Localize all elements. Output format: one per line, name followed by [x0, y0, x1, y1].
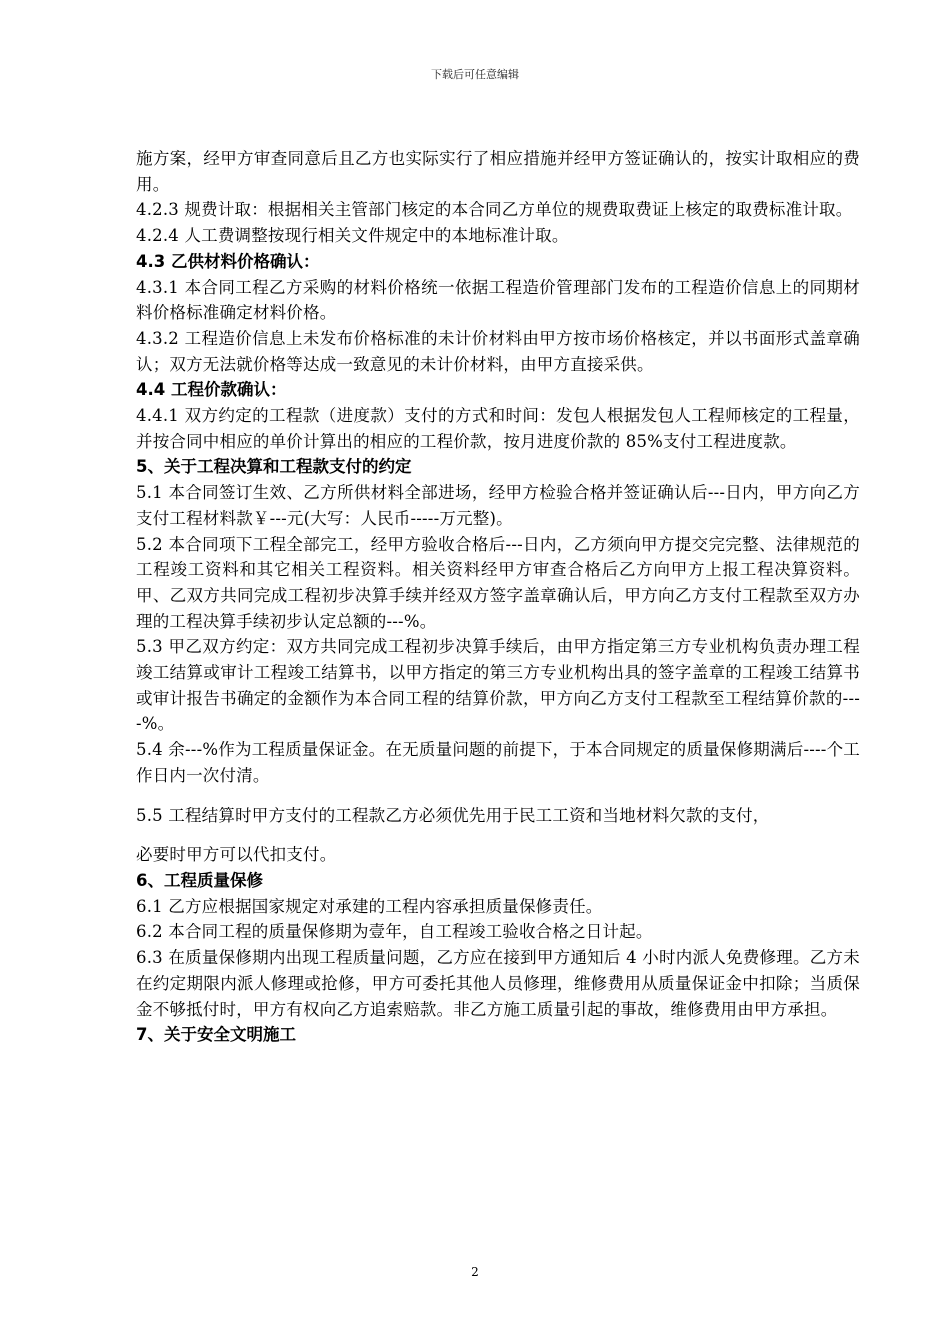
paragraph: 施方案，经甲方审查同意后且乙方也实际实行了相应措施并经甲方签证确认的，按实计取相应的费用。	[136, 149, 860, 194]
paragraph-4-2-4: 4.2.4 人工费调整按现行相关文件规定中的本地标准计取。	[136, 226, 569, 246]
paragraph-4-2-3: 4.2.3 规费计取：根据相关主管部门核定的本合同乙方单位的规费取费证上核定的取费标准计取。	[136, 200, 853, 220]
heading-5: 5、关于工程决算和工程款支付的约定	[136, 457, 412, 477]
paragraph-4-3-2: 4.3.2 工程造价信息上未发布价格标准的未计价材料由甲方按市场价格核定，并以书面形式盖章确认；双方无法就价格等达成一致意见的未计价材料，由甲方直接采供。	[136, 328, 860, 374]
paragraph-4-4-1: 4.4.1 双方约定的工程款（进度款）支付的方式和时间：发包人根据发包人工程师核定的工程量，并按合同中相应的单价计算出的相应的工程价款，按月进度价款的 85%支付工程进度款。	[136, 406, 860, 451]
page-number: 2	[471, 1265, 479, 1279]
page-header: 下载后可任意编辑	[431, 68, 519, 81]
paragraph-5-2: 5.2 本合同项下工程全部完工，经甲方验收合格后---日内，乙方须向甲方提交完完整、法律规范的工程竣工资料和其它相关工程资料。相关资料经甲方审查合格后乙方向甲方上报工程决算资料。甲、乙双方共同完成工程初步决算手续并经双方签字盖章确认后，甲方向乙方支付工程款至双方办理的工程决算手续初步认定总额的---%。	[136, 534, 860, 631]
paragraph-5-3: 5.3 甲乙双方约定：双方共同完成工程初步决算手续后，由甲方指定第三方专业机构负责办理工程竣工结算或审计工程竣工结算书，以甲方指定的第三方专业机构出具的签字盖章的工程竣工结算书或审计报告书确定的金额作为本合同工程的结算价款，甲方向乙方支付工程款至工程结算价款的----%。	[136, 637, 860, 734]
heading-6: 6、工程质量保修	[136, 870, 263, 890]
paragraph-6-3: 6.3 在质量保修期内出现工程质量问题，乙方应在接到甲方通知后 4 小时内派人免费修理。乙方未在约定期限内派人修理或抢修，甲方可委托其他人员修理，维修费用从质量保证金中扣除；当质保金不够抵付时，甲方有权向乙方追索赔款。非乙方施工质量引起的事故，维修费用由甲方承担。	[136, 948, 860, 1019]
paragraph-5-4: 5.4 余---%作为工程质量保证金。在无质量问题的前提下，于本合同规定的质量保修期满后----个工作日内一次付清。	[136, 740, 860, 785]
heading-4-3: 4.3 乙供材料价格确认：	[136, 251, 320, 271]
paragraph-5-5-continued: 必要时甲方可以代扣支付。	[136, 845, 337, 865]
heading-7: 7、关于安全文明施工	[136, 1025, 296, 1045]
heading-4-4: 4.4 工程价款确认：	[136, 380, 287, 400]
paragraph-6-2: 6.2 本合同工程的质量保修期为壹年，自工程竣工验收合格之日计起。	[136, 922, 653, 942]
paragraph-5-1: 5.1 本合同签订生效、乙方所供材料全部进场，经甲方检验合格并签证确认后---日内，甲方向乙方支付工程材料款￥---元(大写：人民币-----万元整)。	[136, 483, 860, 528]
document-body	[136, 146, 860, 1048]
paragraph-5-5: 5.5 工程结算时甲方支付的工程款乙方必须优先用于民工工资和当地材料欠款的支付，	[136, 805, 770, 825]
paragraph-4-3-1: 4.3.1 本合同工程乙方采购的材料价格统一依据工程造价管理部门发布的工程造价信息上的同期材料价格标准确定材料价格。	[136, 277, 860, 323]
paragraph-6-1: 6.1 乙方应根据国家规定对承建的工程内容承担质量保修责任。	[136, 896, 603, 916]
